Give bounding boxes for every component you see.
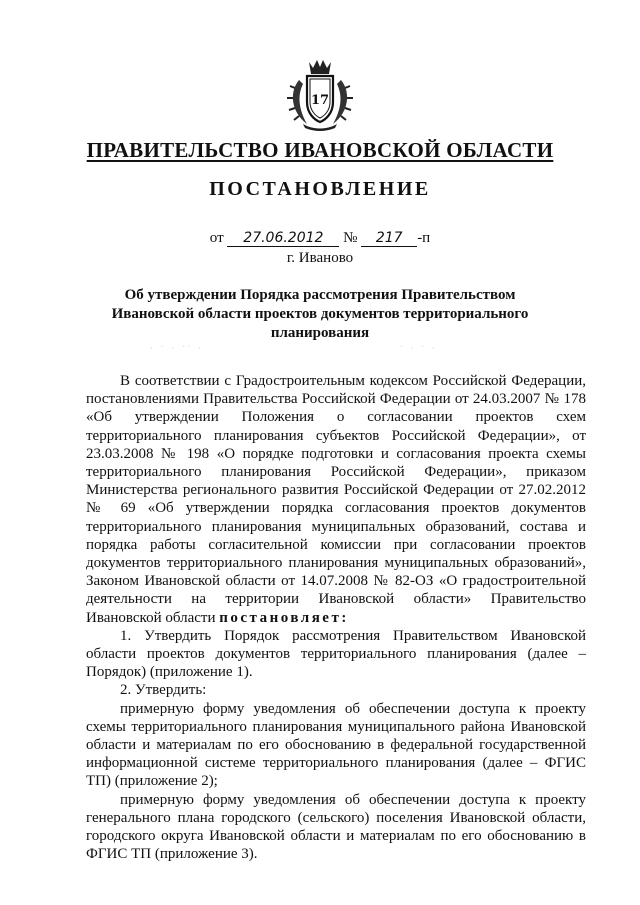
- item-1: 1. Утвердить Порядок рассмотрения Правительством Ивановской области проектов документов территориального планирования (далее – Порядок) (приложение 1).: [86, 627, 586, 681]
- government-title: ПРАВИТЕЛЬСТВО ИВАНОВСКОЙ ОБЛАСТИ: [86, 138, 554, 162]
- preamble-text: В соответствии с Градостроительным кодексом Российской Федерации, постановлениями Правительства Российской Федерации от 24.03.2007 № 178 «Об утверждении Положения о согласовании проектов схем территориального планирования субъектов Российской Федерации», от 23.03.2008 № 198 «О порядке подготовки и согласования проекта схемы территориального планирования Российской Федерации», приказом Министерства регионального развития Российской Федерации от 27.02.2012 № 69 «Об утверждении порядка согласования проектов документов территориального планирования муниципальных образований, состава и порядка работы согласительной комиссии при согласовании проектов документов территориального планирования муниципальных образований», Законом Ивановской области от 14.07.2008 № 82-ОЗ «О градостроительной деятельности на территории Ивановской области» Правительство Ивановской области: [86, 373, 586, 626]
- document-body: [86, 372, 586, 863]
- document-subject: Об утверждении Порядка рассмотрения Правительством Ивановской области проектов документов территориального планирования: [111, 287, 529, 341]
- document-date: 27.06.2012: [227, 230, 339, 247]
- item-2: 2. Утвердить:: [120, 682, 207, 699]
- svg-text:17: 17: [310, 93, 330, 108]
- document-number: 217: [361, 230, 417, 247]
- item-2-form-b: примерную форму уведомления об обеспечении доступа к проекту генерального плана городского (сельского) поселения Ивановской области, городского округа Ивановской области и материалам по его обоснованию в ФГИС ТП (приложение 3).: [86, 791, 586, 863]
- coat-of-arms-icon: [285, 58, 355, 132]
- document-type: ПОСТАНОВЛЕНИЕ: [209, 178, 431, 200]
- number-label: №: [343, 230, 358, 246]
- scan-speckles: ˙ · ˙ ·: [400, 344, 438, 353]
- city: г. Иваново: [286, 250, 354, 266]
- scan-speckles: · ˙ · ˙˙ ·: [150, 344, 204, 353]
- date-prefix: от: [209, 230, 224, 246]
- number-suffix: -п: [417, 230, 431, 246]
- preamble-paragraph: [86, 372, 586, 627]
- item-2-form-a: примерную форму уведомления об обеспечении доступа к проекту схемы территориального планирования муниципального района Ивановской области и материалам по его обоснованию в федеральной государственной информационной системе территориального планирования (далее – ФГИС ТП) (приложение 2);: [86, 700, 586, 790]
- dateline: [0, 230, 640, 247]
- resolves-word: постановляет:: [219, 609, 349, 626]
